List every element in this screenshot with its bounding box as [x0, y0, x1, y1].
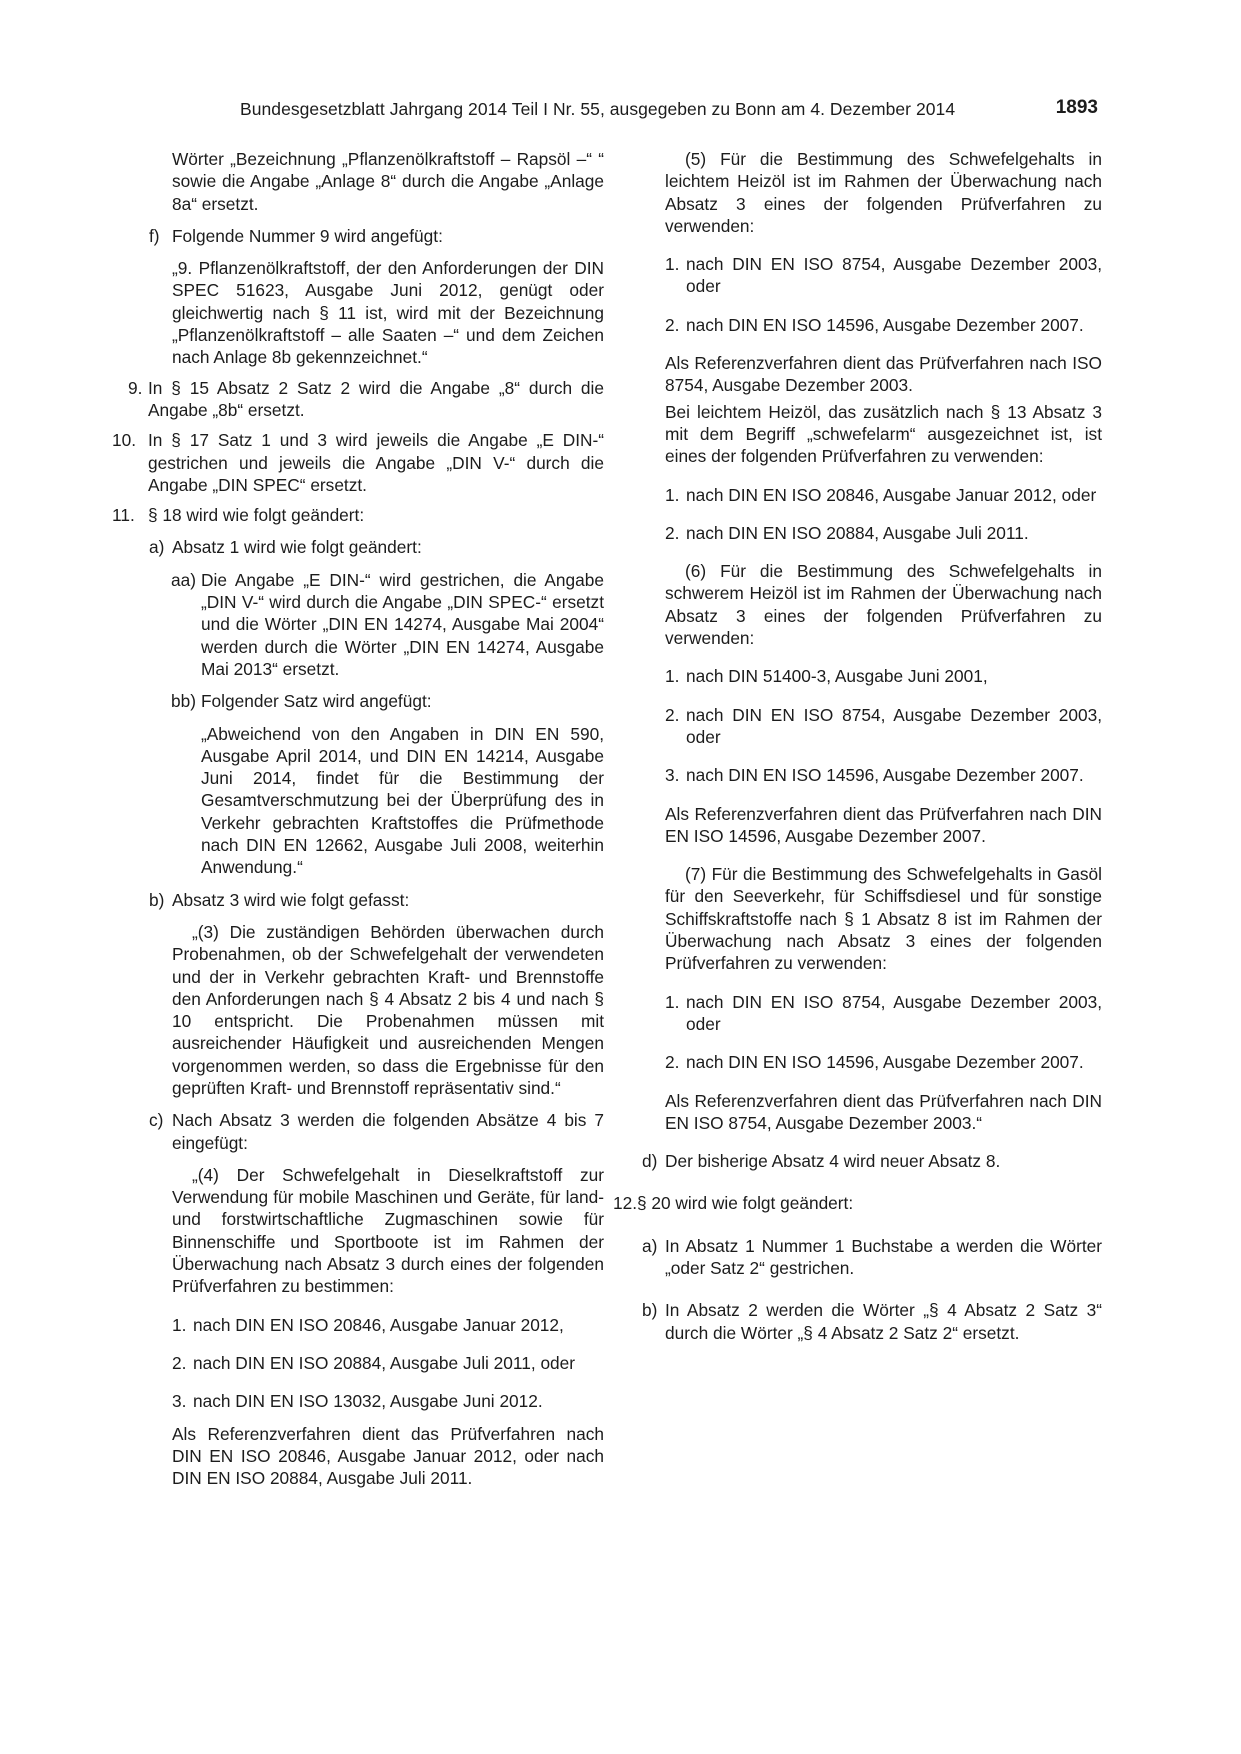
item-11a-aa [171, 569, 604, 680]
list-item-text: nach DIN EN ISO 8754, Ausgabe Dezember 2003, oder [686, 254, 1102, 297]
list-item-label: 2. [665, 704, 680, 725]
header-title: Bundesgesetzblatt Jahrgang 2014 Teil I Nr. 55, ausgegeben zu Bonn am 4. Dezember 2014 [240, 99, 956, 119]
item-12-label: 12. [613, 1193, 638, 1214]
absatz-5-low-sulfur-paragraph: Bei leichtem Heizöl, das zusätzlich nach § 13 Absatz 3 mit dem Begriff „schwefelarm“ ausgezeichnet ist, ist eines der folgenden Prüfverfahren zu verwenden: [665, 401, 1102, 467]
item-bb-label: bb) [171, 691, 196, 712]
list-item-text: nach DIN EN ISO 14596, Ausgabe Dezember 2007. [686, 765, 1084, 786]
item-f [149, 225, 604, 247]
low-sulfur-list-item [665, 484, 1102, 506]
item-11 [112, 504, 604, 526]
item-9 [128, 377, 604, 422]
list-item-label: 2. [665, 522, 680, 543]
list-item-text: nach DIN EN ISO 13032, Ausgabe Juni 2012. [193, 1391, 543, 1412]
item-12-text: § 20 wird wie folgt geändert: [637, 1193, 854, 1214]
item-f-label: f) [149, 225, 160, 246]
item-10-label: 10. [112, 430, 137, 451]
list-item-text: nach DIN EN ISO 8754, Ausgabe Dezember 2003, oder [686, 991, 1102, 1034]
list-item-label: 1. [665, 666, 680, 687]
absatz-6-list-item [665, 665, 1102, 687]
list-item-label: 3. [665, 765, 680, 786]
item-12 [613, 1192, 1102, 1214]
item-11a-bb [171, 690, 604, 712]
absatz-4-reference-text: Als Referenzverfahren dient das Prüfverfahren nach DIN EN ISO 20846, Ausgabe Januar 2012, oder nach DIN EN ISO 20884, Ausgabe Juli 2011. [172, 1423, 604, 1489]
item-12b [642, 1299, 1102, 1344]
item-10-text: In § 17 Satz 1 und 3 wird jeweils die Angabe „E DIN-“ gestrichen und jeweils die Angabe „DIN V-“ durch die Angabe „DIN SPEC“ ersetzt. [148, 430, 604, 495]
absatz-4-list-item [172, 1352, 604, 1374]
left-column [112, 148, 604, 1489]
list-item-label: 3. [172, 1391, 187, 1412]
item-aa-text: Die Angabe „E DIN-“ wird gestrichen, die Angabe „DIN V-“ wird durch die Angabe „DIN SPEC-“ ersetzt und die Wörter „DIN EN 14274, Ausgabe Mai 2004“ werden durch die Wörter „DIN EN 14274, Ausgabe Mai 2013“ ersetzt. [201, 569, 604, 679]
absatz-3-quote-text: „(3) Die zuständigen Behörden überwachen durch Probenahmen, ob der Schwefelgehalt der verwendeten und der in Verkehr gebrachten Kraft- und Brennstoffe den Anforderungen nach § 4 Absatz 2 bis 4 und nach § 10 entspricht. Die Probenahmen müssen mit ausreichender Häufigkeit und ausreichenden Mengen vorgenommen werden, so dass die Ergebnisse für den geprüften Kraft- und Brennstoff repräsentativ sind.“ [172, 921, 604, 1098]
absatz-6-list-item [665, 704, 1102, 749]
low-sulfur-list-item [665, 522, 1102, 544]
list-item-text: nach DIN EN ISO 20846, Ausgabe Januar 2012, [193, 1314, 564, 1335]
item-11c [149, 1109, 604, 1154]
absatz-6-paragraph: (6) Für die Bestimmung des Schwefelgehalts in schwerem Heizöl ist im Rahmen der Überwachung nach Absatz 3 eines der folgenden Prüfverfahren zu verwenden: [665, 561, 1102, 649]
item-11a-text: Absatz 1 wird wie folgt geändert: [172, 537, 422, 558]
list-item-label: 2. [665, 314, 680, 335]
item-9-label: 9. [128, 377, 143, 398]
item-11b [149, 889, 604, 911]
absatz-7-paragraph: (7) Für die Bestimmung des Schwefelgehalts in Gasöl für den Seeverkehr, für Schiffsdiesel und für sonstige Schiffskraftstoffe nach § 1 Absatz 8 ist im Rahmen der Überwachung nach Absatz 3 eines der folgenden Prüfverfahren zu verwenden: [665, 864, 1102, 974]
item-11c-label: c) [149, 1110, 164, 1131]
item-12a-label: a) [642, 1235, 658, 1256]
absatz-7-text [665, 863, 1102, 974]
item-11d-label: d) [642, 1151, 658, 1172]
item-11-label: 11. [112, 505, 135, 526]
list-item-text: nach DIN 51400-3, Ausgabe Juni 2001, [686, 666, 988, 687]
list-item-text: nach DIN EN ISO 20846, Ausgabe Januar 2012, oder [686, 484, 1097, 505]
list-item-text: nach DIN EN ISO 20884, Ausgabe Juli 2011, oder [193, 1352, 576, 1373]
item-11a-label: a) [149, 537, 165, 558]
item-11-text: § 18 wird wie folgt geändert: [148, 505, 365, 526]
item-11d [642, 1150, 1102, 1172]
absatz-5-reference [665, 352, 1102, 397]
absatz-4-paragraph: „(4) Der Schwefelgehalt in Dieselkraftstoff zur Verwendung für mobile Maschinen und Geräte, für land- und forstwirtschaftliche Zugmaschinen sowie für Binnenschiffe und Sportboote ist im Rahmen der Überwachung nach Absatz 3 durch eines der folgenden Prüfverfahren zu bestimmen: [172, 1164, 604, 1297]
absatz-4-text [172, 1164, 604, 1298]
absatz-7-reference [665, 1090, 1102, 1135]
item-12a [642, 1235, 1102, 1280]
item-aa-label: aa) [171, 569, 196, 590]
item-11d-text: Der bisherige Absatz 4 wird neuer Absatz 8. [665, 1151, 1001, 1172]
list-item-text: nach DIN EN ISO 8754, Ausgabe Dezember 2003, oder [686, 704, 1102, 747]
list-item-text: nach DIN EN ISO 14596, Ausgabe Dezember 2007. [686, 314, 1084, 335]
list-item-text: nach DIN EN ISO 14596, Ausgabe Dezember 2007. [686, 1052, 1084, 1073]
continued-paragraph [172, 148, 604, 215]
item-11b-text: Absatz 3 wird wie folgt gefasst: [172, 889, 410, 910]
absatz-5-list-item [665, 253, 1102, 298]
item-f-number-9 [172, 257, 604, 368]
absatz-5-low-sulfur-text [665, 401, 1102, 468]
item-12b-text: In Absatz 2 werden die Wörter „§ 4 Absatz 2 Satz 3“ durch die Wörter „§ 4 Absatz 2 Satz 2“ ersetzt. [665, 1300, 1102, 1343]
list-item-label: 1. [665, 484, 680, 505]
absatz-5-text [665, 148, 1102, 237]
item-f-text: Folgende Nummer 9 wird angefügt: [172, 225, 443, 246]
absatz-6-list-item [665, 764, 1102, 786]
item-bb-quote-text: „Abweichend von den Angaben in DIN EN 590, Ausgabe April 2014, und DIN EN 14214, Ausgabe Juni 2014, findet für die Bestimmung der Gesamtverschmutzung bei der Überprüfung des in Verkehr gebrachten Kraftstoffes die Prüfmethode nach DIN EN 12662, Ausgabe Juli 2008, weiterhin Anwendung.“ [201, 723, 604, 878]
list-item-label: 1. [665, 991, 680, 1012]
item-10 [112, 429, 604, 496]
absatz-4-list-item [172, 1314, 604, 1336]
item-12a-text: In Absatz 1 Nummer 1 Buchstabe a werden die Wörter „oder Satz 2“ gestrichen. [665, 1235, 1102, 1278]
absatz-5-reference-text: Als Referenzverfahren dient das Prüfverfahren nach ISO 8754, Ausgabe Dezember 2003. [665, 353, 1102, 396]
item-f-number-9-text: „9. Pflanzenölkraftstoff, der den Anforderungen der DIN SPEC 51623, Ausgabe Juni 2012, genügt oder gleichwertig nach § 11 ist, wird mit der Bezeichnung „Pflanzenölkraftstoff – alle Saaten –“ und dem Zeichen nach Anlage 8b gekennzeichnet.“ [172, 258, 604, 368]
absatz-6-reference-text: Als Referenzverfahren dient das Prüfverfahren nach DIN EN ISO 14596, Ausgabe Dezember 2007. [665, 803, 1102, 846]
absatz-4-reference [172, 1423, 604, 1490]
absatz-5-list-item [665, 314, 1102, 336]
list-item-text: nach DIN EN ISO 20884, Ausgabe Juli 2011. [686, 522, 1029, 543]
list-item-label: 1. [665, 254, 680, 275]
item-9-text: In § 15 Absatz 2 Satz 2 wird die Angabe „8“ durch die Angabe „8b“ ersetzt. [148, 377, 604, 420]
right-column [613, 148, 1102, 1344]
absatz-6-text [665, 560, 1102, 649]
page-number: 1893 [1055, 97, 1098, 118]
absatz-3-quote [172, 921, 604, 1099]
continued-text: Wörter „Bezeichnung „Pflanzenölkraftstoff – Rapsöl –“ “ sowie die Angabe „Anlage 8“ durch die Angabe „Anlage 8a“ ersetzt. [172, 149, 604, 214]
list-item-label: 2. [172, 1352, 187, 1373]
item-12b-label: b) [642, 1300, 658, 1321]
page-header [240, 99, 1098, 125]
absatz-7-list-item [665, 1051, 1102, 1073]
item-11a [149, 536, 604, 558]
item-bb-text: Folgender Satz wird angefügt: [201, 691, 432, 712]
item-bb-quote [201, 723, 604, 879]
absatz-7-reference-text: Als Referenzverfahren dient das Prüfverfahren nach DIN EN ISO 8754, Ausgabe Dezember 2003.“ [665, 1090, 1102, 1133]
absatz-7-list-item [665, 991, 1102, 1036]
absatz-4-list-item [172, 1390, 604, 1412]
item-11b-label: b) [149, 889, 165, 910]
item-11c-text: Nach Absatz 3 werden die folgenden Absätze 4 bis 7 eingefügt: [172, 1110, 604, 1153]
absatz-6-reference [665, 803, 1102, 848]
absatz-5-paragraph: (5) Für die Bestimmung des Schwefelgehalts in leichtem Heizöl ist im Rahmen der Überwachung nach Absatz 3 eines der folgenden Prüfverfahren zu verwenden: [665, 149, 1102, 236]
list-item-label: 2. [665, 1052, 680, 1073]
list-item-label: 1. [172, 1314, 187, 1335]
